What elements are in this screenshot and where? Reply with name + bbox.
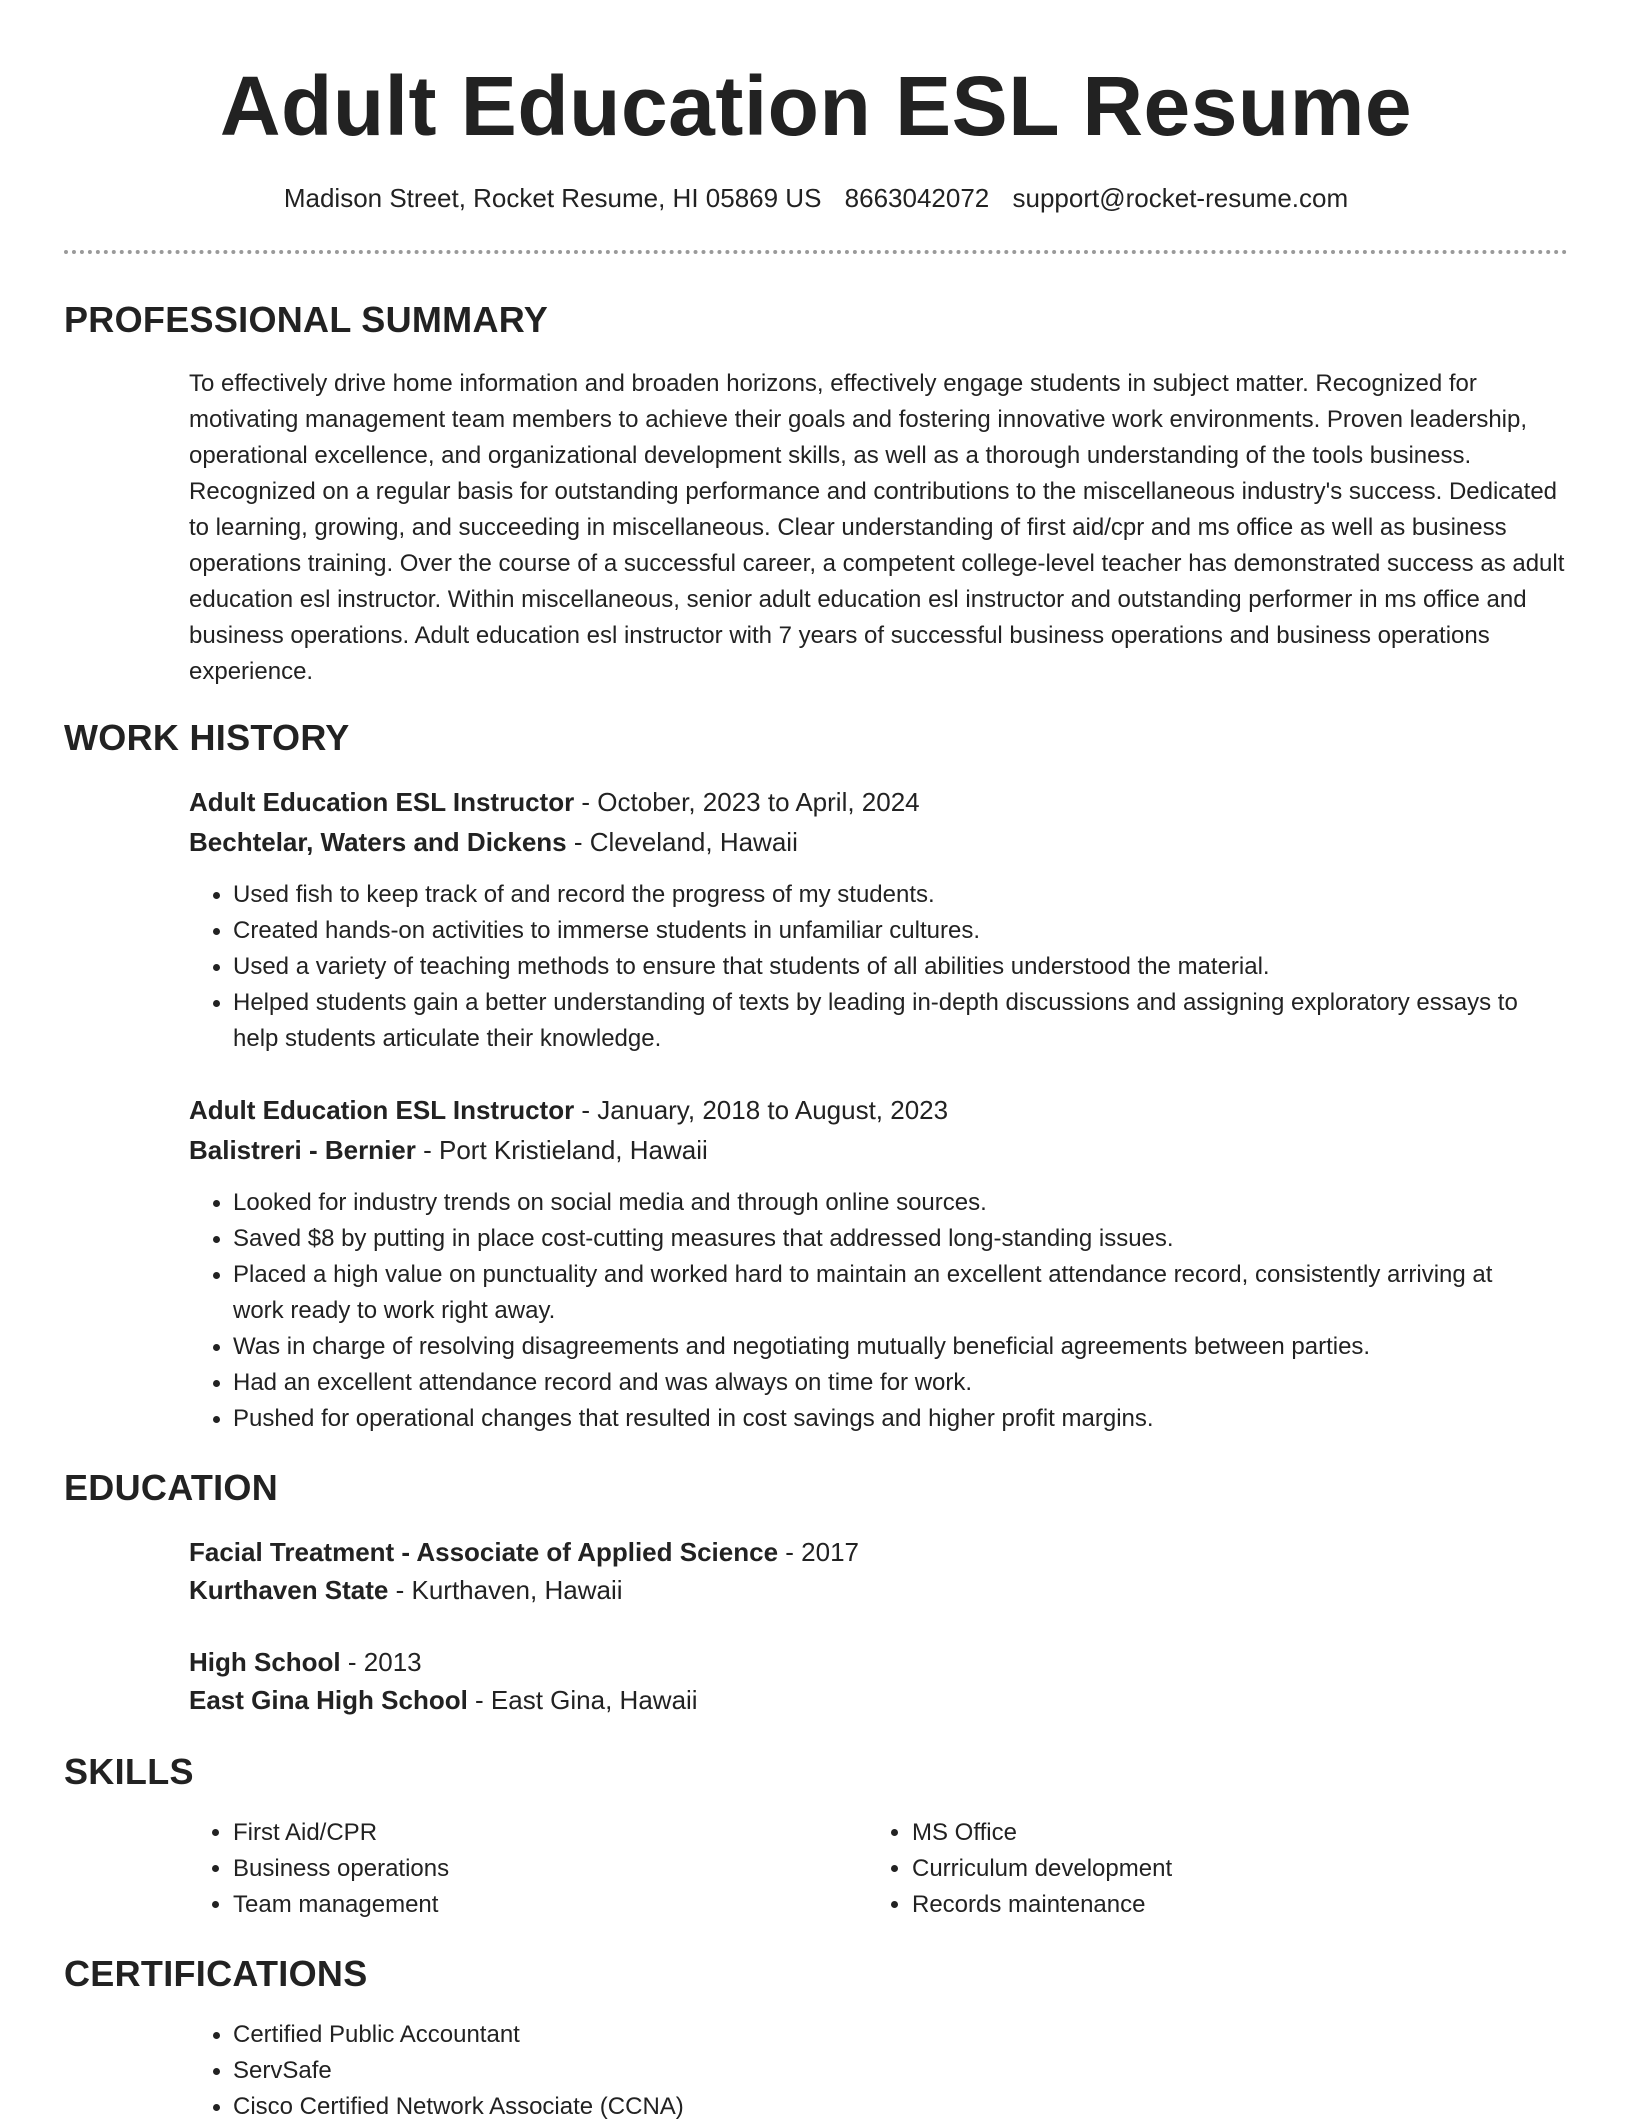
list-item: • Was in charge of resolving disagreements and negotiating mutually beneficial agreements between parties. bbox=[233, 1329, 1549, 1365]
job-location: - Port Kristieland, Hawaii bbox=[415, 1135, 708, 1165]
list-item: • Looked for industry trends on social media and through online sources. bbox=[233, 1185, 1549, 1221]
contact-phone: 8663042072 bbox=[844, 183, 990, 213]
education-location: - Kurthaven, Hawaii bbox=[388, 1575, 623, 1605]
skill-item: • Business operations bbox=[233, 1851, 789, 1887]
job-bullets bbox=[189, 1185, 1549, 1437]
job-company-line bbox=[189, 1132, 1569, 1168]
job-bullets bbox=[189, 877, 1549, 1057]
job-title: Adult Education ESL Instructor bbox=[189, 787, 575, 817]
job-dates: - October, 2023 to April, 2024 bbox=[574, 787, 920, 817]
education-school-line bbox=[189, 1682, 1569, 1718]
job-title-line bbox=[189, 1092, 1569, 1128]
certification-item: • ServSafe bbox=[233, 2053, 1549, 2089]
list-item: • Used fish to keep track of and record the progress of my students. bbox=[233, 877, 1549, 913]
contact-line bbox=[0, 180, 1632, 216]
skill-item: • MS Office bbox=[912, 1815, 1468, 1851]
skill-item: • Records maintenance bbox=[912, 1887, 1468, 1923]
work-history-heading: WORK HISTORY bbox=[64, 717, 350, 758]
education-degree-line bbox=[189, 1644, 1569, 1680]
certification-item: • Certified Public Accountant bbox=[233, 2017, 1549, 2053]
education-degree-line bbox=[189, 1534, 1569, 1570]
job-dates: - January, 2018 to August, 2023 bbox=[574, 1095, 949, 1125]
skills-list-right bbox=[868, 1815, 1468, 1923]
list-item: • Saved $8 by putting in place cost-cutting measures that addressed long-standing issues. bbox=[233, 1221, 1549, 1257]
education-degree: High School bbox=[189, 1647, 341, 1677]
education-degree: Facial Treatment - Associate of Applied Science bbox=[189, 1537, 779, 1567]
skill-item: • Curriculum development bbox=[912, 1851, 1468, 1887]
job-company: Balistreri - Bernier bbox=[189, 1135, 416, 1165]
contact-email: support@rocket-resume.com bbox=[1012, 183, 1349, 213]
education-school: Kurthaven State bbox=[189, 1575, 389, 1605]
education-school-line bbox=[189, 1572, 1569, 1608]
job-company-line bbox=[189, 824, 1569, 860]
skill-item: • First Aid/CPR bbox=[233, 1815, 789, 1851]
education-year: - 2013 bbox=[340, 1647, 422, 1677]
job-company: Bechtelar, Waters and Dickens bbox=[189, 827, 567, 857]
skills-heading: SKILLS bbox=[64, 1751, 194, 1792]
certifications-list bbox=[189, 2017, 1549, 2125]
job-title: Adult Education ESL Instructor bbox=[189, 1095, 575, 1125]
summary-heading: PROFESSIONAL SUMMARY bbox=[64, 299, 549, 340]
education-heading: EDUCATION bbox=[64, 1467, 279, 1508]
summary-text: To effectively drive home information and broaden horizons, effectively engage students in subject matter. Recognized for motivating management team members to achieve their goals and fostering innovative work environments. Proven leadership, operational excellence, and organizational development skills, as well as a thorough understanding of the tools business. Recognized on a regular basis for outstanding performance and contributions to the miscellaneous industry's success. Dedicated to learning, growing, and succeeding in miscellaneous. Clear understanding of first aid/cpr and ms office as well as business operations training. Over the course of a successful career, a competent college-level teacher has demonstrated success as adult education esl instructor. Within miscellaneous, senior adult education esl instructor and outstanding performer in ms office and business operations. Adult education esl instructor with 7 years of successful business operations and business operations experience. bbox=[189, 370, 1565, 685]
list-item: • Pushed for operational changes that resulted in cost savings and higher profit margins. bbox=[233, 1401, 1549, 1437]
education-school: East Gina High School bbox=[189, 1685, 468, 1715]
list-item: • Used a variety of teaching methods to ensure that students of all abilities understood the material. bbox=[233, 949, 1549, 985]
list-item: • Placed a high value on punctuality and worked hard to maintain an excellent attendance record, consistently arriving at work ready to work right away. bbox=[233, 1257, 1549, 1329]
job-location: - Cleveland, Hawaii bbox=[566, 827, 798, 857]
education-location: - East Gina, Hawaii bbox=[467, 1685, 698, 1715]
skills-list-left bbox=[189, 1815, 789, 1923]
list-item: • Had an excellent attendance record and was always on time for work. bbox=[233, 1365, 1549, 1401]
contact-address: Madison Street, Rocket Resume, HI 05869 US bbox=[283, 183, 822, 213]
list-item: • Helped students gain a better understanding of texts by leading in-depth discussions and assigning exploratory essays to help students articulate their knowledge. bbox=[233, 985, 1549, 1057]
skill-item: • Team management bbox=[233, 1887, 789, 1923]
certification-item: • Cisco Certified Network Associate (CCNA) bbox=[233, 2089, 1549, 2125]
list-item: • Created hands-on activities to immerse students in unfamiliar cultures. bbox=[233, 913, 1549, 949]
education-year: - 2017 bbox=[778, 1537, 859, 1567]
header-divider bbox=[64, 250, 1568, 254]
resume-title: Adult Education ESL Resume bbox=[219, 59, 1413, 153]
certifications-heading: CERTIFICATIONS bbox=[64, 1953, 368, 1994]
job-title-line bbox=[189, 784, 1569, 820]
